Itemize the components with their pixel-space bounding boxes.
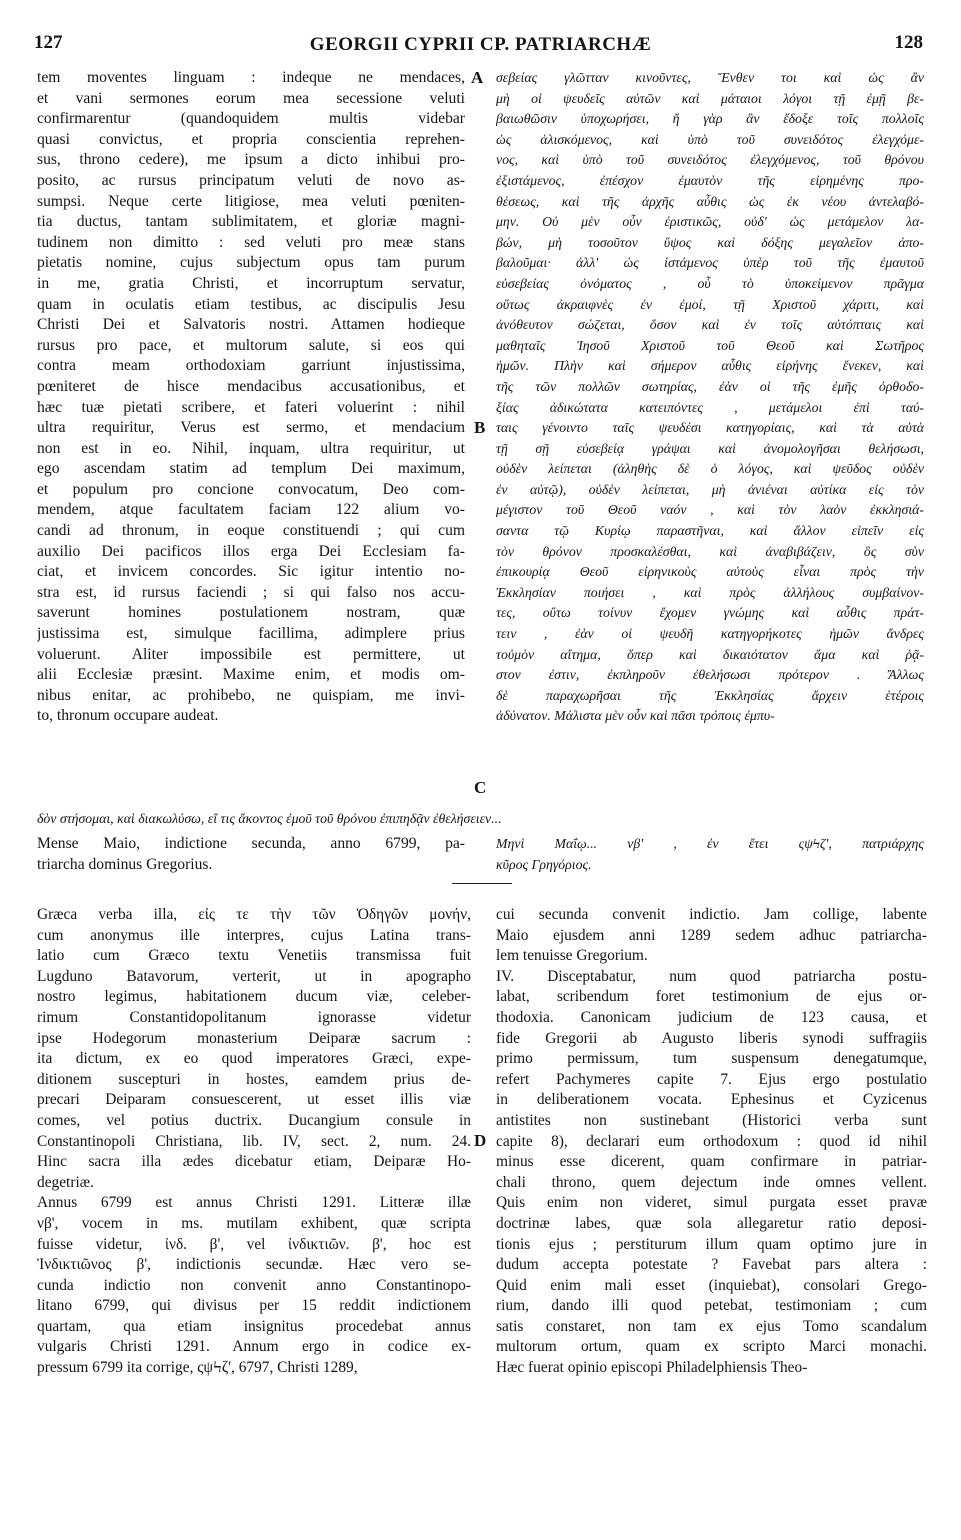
text-line: Mense Maio, indictione secunda, anno 6799, pa- bbox=[37, 835, 465, 852]
text-line: βαιωθῶσιν ὑποχωρήσει, ἤ γὰρ ἂν ἔδοξε τοῖς πολλοῖς bbox=[496, 111, 924, 127]
text-line: contra meam orthodoxiam garriunt injustissima, bbox=[37, 357, 465, 375]
text-line: cunda indictio non convenit anno Constantinopo- bbox=[37, 1276, 471, 1294]
text-line: satis constaret, non tam ex ejus Tomo scandalum bbox=[496, 1317, 927, 1335]
text-line: νβ', vocem in ms. mutilam exhibent, quæ scripta bbox=[37, 1214, 471, 1232]
text-line: Græca verba illa, εἰς τε τὴν τῶν Ὁδηγῶν μονήν, bbox=[37, 906, 471, 923]
text-line: fuisse videtur, ἰνδ. β', vel ἰνδικτιῶν. β', hoc est bbox=[37, 1235, 471, 1253]
text-line: Quis enim non videret, simul purgata esset pravæ bbox=[496, 1194, 927, 1212]
text-line: nostro legimus, habitationem ducum viæ, celeber- bbox=[37, 988, 471, 1006]
notes-column-right bbox=[496, 905, 927, 1385]
text-line: κῦρος Γρηγόριος. bbox=[496, 856, 592, 872]
text-line: ἀνόθευτον σώζεται, ὅσον καὶ ἐν τοῖς αὐτόπταις καὶ bbox=[496, 317, 924, 333]
text-line: Maio ejusdem anni 1289 sedem adhuc patriarcha- bbox=[496, 926, 927, 944]
text-line: posito, ac rursus principatum veluti de novo as- bbox=[37, 171, 465, 189]
text-line: auxilio Dei pacificos illos erga Dei Ecclesiam fa- bbox=[37, 542, 465, 560]
text-line: pœniteret de hisce mendacibus accusationibus, et bbox=[37, 377, 465, 395]
greek-original-column bbox=[496, 68, 924, 732]
text-line: Lugduno Batavorum, verterit, ut in apographo bbox=[37, 967, 471, 985]
text-line: δὸν στήσομαι, καὶ διακωλύσω, εἴ τις ἄκοντος ἐμοῦ τοῦ θρόνου ἐπιπηδᾷν ἐθελήσειεν... bbox=[37, 811, 502, 826]
text-line: ἐξιστάμενος, ἐπέσχον ἐμαυτὸν τῆς εἰρημένης προ- bbox=[496, 172, 924, 188]
text-line: cui secunda convenit indictio. Jam collige, labente bbox=[496, 906, 927, 923]
text-line: in deliberationem vocata. Ephesinus et Cyzicenus bbox=[496, 1091, 927, 1109]
margin-marker-a: A bbox=[471, 68, 484, 87]
text-line: tionis ejus ; perstiturum illum quam optimo jure in bbox=[496, 1235, 927, 1253]
text-line: voluerunt. Aliter impossibile est permittere, ut bbox=[37, 645, 465, 663]
text-line: sus, throno cedere), me ipsum a dicto inhibui pro- bbox=[37, 151, 465, 169]
page-number-left: 127 bbox=[34, 32, 63, 53]
text-line: et vani sermones eorum mea secessione veluti bbox=[37, 89, 465, 107]
text-line: μην. Οὐ μὲν οὖν ἐριστικῶς, οὐδ' ὡς μετάμελον λα- bbox=[496, 214, 924, 230]
text-line: ciat, et invicem concordes. Sic igitur intentio no- bbox=[37, 563, 465, 581]
text-line: σαντα τῷ Κυρίῳ παραστῆναι, καὶ ἄλλον εἰπεῖν εἰς bbox=[496, 523, 924, 539]
text-line: τειν , ἐὰν οἱ ψευδῆ κατηγορήκοτες ἡμῶν ἄνδρες bbox=[496, 626, 924, 642]
text-line: τες, οὕτω τοίνυν ἔχομεν γνώμης καὶ αὖθις πράτ- bbox=[496, 605, 924, 621]
text-line: quasi convictus, et propria conscientia reprehen- bbox=[37, 130, 465, 148]
text-line: εὐσεβείας ὀνόματος , οὗ τὸ ὑποκείμενον πρᾶγμα bbox=[496, 275, 924, 291]
text-line: δὲ παραχωρῆσαι τῆς Ἐκκλησίας ἄρχειν ἑτέροις bbox=[496, 687, 924, 703]
text-line: minus esse dicerent, quam confirmare in patriar- bbox=[496, 1153, 927, 1171]
page-number-right: 128 bbox=[894, 32, 923, 53]
text-line: vulgaris Christi 1291. Annum ergo in codice ex- bbox=[37, 1338, 471, 1356]
text-line: Μηνὶ Μαΐῳ... νβ' , ἐν ἔτει ςψϞζ', πατριάρχης bbox=[496, 836, 924, 851]
text-line: chali throno, quem dejectum inde omnes vellent. bbox=[496, 1173, 927, 1191]
text-line: fide Gregorii ab Augusto liberis synodi suffragiis bbox=[496, 1029, 927, 1047]
text-line: βαλοῦμαι· ἀλλ' ὡς ἱστάμενος ὑπὲρ τοῦ τῆς ἐμαυτοῦ bbox=[496, 255, 924, 271]
text-line: τοὐμὸν αἴτημα, ὅπερ καὶ δικαιότατον ἅμα καὶ ῥᾷ- bbox=[496, 646, 924, 662]
text-line: tem moventes linguam : indeque ne mendaces, bbox=[37, 69, 465, 86]
text-line: nibus enitar, ac prohibebo, ne quispiam, me invi- bbox=[37, 686, 465, 704]
text-line: οὕτως ἀκραιφνὲς ἐν ἐμοί, τῇ Χριστοῦ χάριτι, καὶ bbox=[496, 296, 924, 312]
text-line: labat, scribendum foret testimonium de ejus or- bbox=[496, 988, 927, 1006]
margin-marker-b: B bbox=[474, 418, 486, 437]
text-line: triarcha dominus Gregorius. bbox=[37, 855, 213, 873]
text-line: ἀδύνατον. Μάλιστα μὲν οὖν καὶ πᾶσι τρόποις ἐμπυ- bbox=[496, 708, 775, 724]
section-divider bbox=[452, 883, 512, 884]
text-line: Ἰνδικτιῶνος β', indictionis secundæ. Hæc vero se- bbox=[37, 1256, 471, 1274]
text-line: saverunt homines postulationem nostram, quæ bbox=[37, 604, 465, 622]
text-line: ἐπικουρίᾳ Θεοῦ εἰρηνικοὺς αὐτοὺς εἶναι πρὸς τὴν bbox=[496, 564, 924, 580]
text-line: antistites non sustinebant (Historici verba sunt bbox=[496, 1111, 927, 1129]
text-line: pietatis nomine, cujus subjectum opus tam purum bbox=[37, 254, 465, 272]
text-line: lem tenuisse Gregorium. bbox=[496, 947, 648, 965]
margin-marker-c: C bbox=[474, 778, 487, 797]
text-line: rimum Constantidopolitanum ignorasse videtur bbox=[37, 1008, 471, 1026]
text-line: Annus 6799 est annus Christi 1291. Litteræ illæ bbox=[37, 1194, 471, 1212]
text-line: Constantinopoli Christiana, lib. IV, sect. 2, num. 24. bbox=[37, 1132, 471, 1150]
text-line: Quid enim mali esset (inquiebat), consolari Grego- bbox=[496, 1276, 927, 1294]
text-line: mendem, atque facultatem faciam 122 alium vo- bbox=[37, 501, 465, 519]
greek-cross-column-line bbox=[37, 809, 924, 830]
text-line: et populum pro concione convocatum, Deo com- bbox=[37, 480, 465, 498]
text-line: litano 6799, qui divisus per 15 reddit indictionem bbox=[37, 1297, 471, 1315]
notes-column-left bbox=[37, 905, 471, 1385]
text-line: non est in eo. Nihil, inquam, ultra requiritur, ut bbox=[37, 439, 465, 457]
text-line: μέγιστον τοῦ Θεοῦ ναόν , καὶ τὸν λαὸν ἐκκλησιά- bbox=[496, 502, 924, 518]
text-line: τῆς τῶν πολλῶν σωτηρίας, ἐὰν οἱ τῆς ἐμῆς ὀρθοδο- bbox=[496, 378, 924, 394]
greek-date-line bbox=[496, 834, 924, 876]
text-line: Hæc fuerat opinio episcopi Philadelphiensis Theo- bbox=[496, 1359, 808, 1377]
text-line: τῇ σῇ εὐσεβείᾳ γράψαι καὶ ἀνομολογῆσαι θελήσωσι, bbox=[496, 440, 924, 456]
text-line: quartam, qua etiam insignitus procedebat annus bbox=[37, 1317, 471, 1335]
text-line: ἡμῶν. Πλὴν καὶ σήμερον αὖθις εἰρήνης ἕνεκεν, καὶ bbox=[496, 358, 924, 374]
text-line: degetriæ. bbox=[37, 1173, 94, 1191]
text-line: precari Deiparam consuescerent, ut esset illis viæ bbox=[37, 1091, 471, 1109]
text-line: tudinem non dimitto : sed veluti pro meæ stans bbox=[37, 233, 465, 251]
text-line: στον ἐστιν, ἐκπληροῦν ἐθελήσωσι πρότερον . Ἄλλως bbox=[496, 667, 924, 683]
text-line: to, thronum occupare audeat. bbox=[37, 707, 219, 725]
text-line: primo permissum, tum suspensum denegatumque, bbox=[496, 1050, 927, 1068]
text-line: rursus pro pace, et multorum salute, si eos qui bbox=[37, 336, 465, 354]
text-line: Hinc sacra illa ædes dicebatur etiam, Deiparæ Ho- bbox=[37, 1153, 471, 1171]
margin-marker-d: D bbox=[474, 1131, 487, 1150]
text-line: hæc tuæ pietati scribere, et fateri voluerint : nihil bbox=[37, 398, 465, 416]
text-line: refert Pachymeres capite 7. Ejus ergo postulatio bbox=[496, 1070, 927, 1088]
text-line: latio cum Græco textu Venetiis transmissa fuit bbox=[37, 947, 471, 965]
text-line: ipse Hodegorum monasterium Deiparæ sacrum : bbox=[37, 1029, 471, 1047]
text-line: Christi Dei et Salvatoris nostri. Attamen hodieque bbox=[37, 316, 465, 334]
text-line: τὸν θρόνον προσκαλέσθαι, καὶ ἀναβιβάζειν, ὃς σὺν bbox=[496, 543, 924, 559]
text-line: tia ductus, tantam sublimitatem, et gloriæ magni- bbox=[37, 213, 465, 231]
text-line: confirmarentur (quandoquidem multis videbar bbox=[37, 110, 465, 128]
text-line: doctrinæ labes, quæ sola allegaretur ratio deposi- bbox=[496, 1214, 927, 1232]
text-line: μὴ οἱ ψευδεῖς αὐτῶν καὶ μάταιοι λόγοι τῇ ἐμῇ βε- bbox=[496, 90, 924, 106]
text-line: Ἐκκλησίαν ποιήσει , καὶ πρὸς ἀλλήλους συμβαίνον- bbox=[496, 584, 924, 600]
text-line: comes, vel potius ductrix. Ducangium consule in bbox=[37, 1111, 471, 1129]
running-title: GEORGII CYPRII CP. PATRIARCHÆ bbox=[309, 34, 652, 55]
text-line: capite 8), declarari eum orthodoxum : quod id nihil bbox=[496, 1132, 927, 1150]
text-line: ξίας ἀδικώτατα κατειπόντες , μετάμελοι ἐπὶ ταύ- bbox=[496, 399, 924, 415]
latin-translation-column bbox=[37, 68, 465, 732]
text-line: θέσεως, καὶ τῆς ἀρχῆς αὖθις ὡς ἐκ νέου ἀντελαβό- bbox=[496, 193, 924, 209]
text-line: multorum ortum, quam ex scripto Marci monachi. bbox=[496, 1338, 927, 1356]
text-line: ita dictum, ex eo quod imperatores Græci, expe- bbox=[37, 1050, 471, 1068]
text-line: stra est, id rursus faciendi ; si qui falso nos accu- bbox=[37, 583, 465, 601]
text-line: sumpsi. Neque certe litigiose, mea veluti pœniten- bbox=[37, 192, 465, 210]
text-line: dudum accepta potestate ? Favebat pars altera : bbox=[496, 1256, 927, 1274]
text-line: in me, gratia Christi, et incorruptum servatur, bbox=[37, 274, 465, 292]
text-line: justissima est, simulque facillima, adimplere prius bbox=[37, 625, 465, 643]
text-line: pressum 6799 ita corrige, ςψϞζ', 6797, Christi 1289, bbox=[37, 1359, 358, 1377]
text-line: οὐδὲν λείπεται (ἀληθὴς δὲ ὁ λόγος, καὶ ψεῦδος οὐδὲν bbox=[496, 461, 924, 477]
text-line: ego ascendam statim ad templum Dei maximum, bbox=[37, 460, 465, 478]
text-line: νος, καὶ ὑπὸ τοῦ συνειδότος ἐλεγχόμενος, τοῦ θρόνου bbox=[496, 152, 924, 168]
text-line: quam in oculatis etiam testibus, ac discipulis Jesu bbox=[37, 295, 465, 313]
text-line: IV. Disceptabatur, num quod patriarcha postu- bbox=[496, 967, 927, 985]
text-line: ultra requiritur, Verus est sermo, et mendacium bbox=[37, 419, 465, 437]
text-line: μαθηταῖς Ἰησοῦ Χριστοῦ τοῦ Θεοῦ καὶ Σωτῆρος bbox=[496, 337, 924, 353]
text-line: rium, dando illi quod petebat, testimoniam ; cum bbox=[496, 1297, 927, 1315]
text-line: ἐν αὐτῷ), οὐδὲν λείπεται, μὴ ἀνιέναι αὐτίκα εἰς τὸν bbox=[496, 481, 924, 497]
text-line: ὡς ἁλισκόμενος, καὶ ὑπὸ τοῦ συνειδότος ἐλεγχόμε- bbox=[496, 131, 924, 147]
text-line: σεβείας γλῶτταν κινοῦντες, Ἔνθεν τοι καὶ ὡς ἂν bbox=[496, 70, 924, 85]
text-line: ditionem suscepturi in hostes, eamdem prius de- bbox=[37, 1070, 471, 1088]
text-line: ταις γένοιντο ταῖς ψευδέσι κατηγορίαις, καὶ τὰ αὐτὰ bbox=[496, 420, 924, 436]
latin-date-line bbox=[37, 834, 465, 876]
text-line: cum anonymus ille interpres, cujus Latina trans- bbox=[37, 926, 471, 944]
text-line: candi ad thronum, in eoque constituendi ; qui cum bbox=[37, 522, 465, 540]
text-line: alii Ecclesiæ præsint. Maxime enim, et modis om- bbox=[37, 666, 465, 684]
text-line: thodoxia. Canonicam judicium de 123 causa, et bbox=[496, 1008, 927, 1026]
text-line: βών, μὴ τοσοῦτον ὕψος καὶ δόξης μεγαλεῖον ἀπο- bbox=[496, 234, 924, 250]
